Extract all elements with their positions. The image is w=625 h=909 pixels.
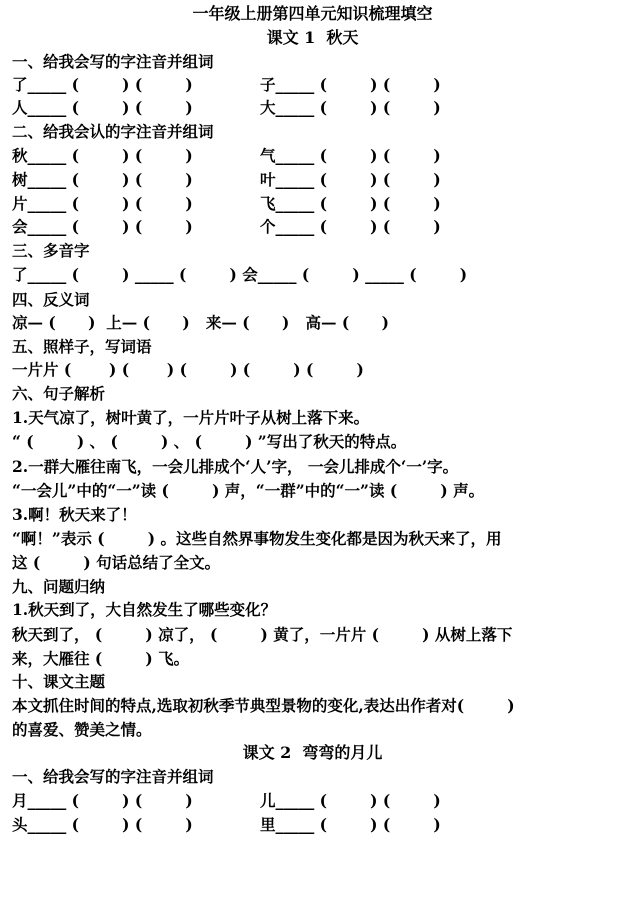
lesson2-s1-heading: 一、给我会写的字注音并组词 — [12, 767, 214, 786]
polyphone-line: 了_____ ( ) _____ ( ) 会_____ ( ) _____ ( ) — [12, 265, 468, 284]
sentence-q1-fill: “ ( ) 、 ( ) 、 ( ) ”写出了秋天的特点。 — [12, 432, 407, 451]
char-fill-item: 片_____ ( ) ( ) — [12, 194, 193, 213]
char-row — [12, 192, 615, 216]
sentence-q1: 1.天气凉了，树叶黄了，一片片叶子从树上落下来。 — [12, 408, 370, 427]
char-row — [12, 168, 615, 192]
char-fill-item: 树_____ ( ) ( ) — [12, 170, 193, 189]
char-fill-item: 飞_____ ( ) ( ) — [260, 194, 441, 213]
char-fill-item: 里_____ ( ) ( ) — [260, 815, 441, 834]
char-fill-item: 会_____ ( ) ( ) — [12, 217, 193, 236]
lesson1-s2-heading: 二、给我会认的字注音并组词 — [12, 122, 214, 141]
theme-paragraph-2: 的喜爱、赞美之情。 — [12, 720, 152, 739]
sentence-q2: 2.一群大雁往南飞，一会儿排成个‘人’字， 一会儿排成个‘一’字。 — [12, 457, 459, 476]
lesson1-s9-heading: 九、问题归纳 — [12, 577, 106, 596]
char-row — [12, 813, 615, 837]
theme-paragraph-1: 本文抓住时间的特点,选取初秋季节典型景物的变化,表达出作者对( ) — [12, 696, 515, 715]
char-row — [12, 73, 615, 97]
char-fill-item: 大_____ ( ) ( ) — [260, 98, 441, 117]
char-row — [12, 96, 615, 120]
lesson1-title: 课文 1 秋天 — [266, 28, 359, 47]
char-fill-item: 头_____ ( ) ( ) — [12, 815, 193, 834]
document-title: 一年级上册第四单元知识梳理填空 — [192, 4, 433, 23]
char-fill-item: 月_____ ( ) ( ) — [12, 791, 193, 810]
lesson1-s1-heading: 一、给我会写的字注音并组词 — [12, 52, 214, 71]
lesson1-s4-heading: 四、反义词 — [12, 290, 90, 309]
summary-question: 1.秋天到了，大自然发生了哪些变化？ — [12, 600, 277, 619]
char-fill-item: 秋_____ ( ) ( ) — [12, 146, 193, 165]
antonym-line: 凉— ( ) 上— ( ) 来— ( ) 高— ( ) — [12, 313, 389, 332]
char-fill-item: 叶_____ ( ) ( ) — [260, 170, 441, 189]
char-row — [12, 789, 615, 813]
word-pattern-line: 一片片 ( ) ( ) ( ) ( ) ( ) — [12, 360, 364, 379]
char-fill-item: 人_____ ( ) ( ) — [12, 98, 193, 117]
summary-answer-1: 秋天到了， ( ) 凉了， ( ) 黄了，一片片 ( ) 从树上落下 — [12, 625, 513, 644]
sentence-q3: 3.啊！秋天来了！ — [12, 505, 137, 524]
char-fill-item: 了_____ ( ) ( ) — [12, 75, 193, 94]
lesson1-s3-heading: 三、多音字 — [12, 241, 90, 260]
sentence-q2-fill: “一会儿”中的“一”读 ( ) 声，“一群”中的“一”读 ( ) 声。 — [12, 481, 485, 500]
sentence-q3-fill-b: 这 ( ) 句话总结了全文。 — [12, 553, 221, 572]
summary-answer-2: 来，大雁往 ( ) 飞。 — [12, 649, 190, 668]
char-fill-item: 气_____ ( ) ( ) — [260, 146, 441, 165]
lesson2-title: 课文 2 弯弯的月儿 — [242, 743, 383, 762]
char-fill-item: 儿_____ ( ) ( ) — [260, 791, 441, 810]
char-row — [12, 144, 615, 168]
char-row — [12, 215, 615, 239]
char-fill-item: 个_____ ( ) ( ) — [260, 217, 441, 236]
sentence-q3-fill-a: “啊！”表示 ( ) 。这些自然界事物发生变化都是因为秋天来了，用 — [12, 529, 502, 548]
char-fill-item: 子_____ ( ) ( ) — [260, 75, 441, 94]
lesson1-s6-heading: 六、句子解析 — [12, 384, 106, 403]
lesson1-s5-heading: 五、照样子，写词语 — [12, 337, 152, 356]
lesson1-s10-heading: 十、课文主题 — [12, 672, 106, 691]
